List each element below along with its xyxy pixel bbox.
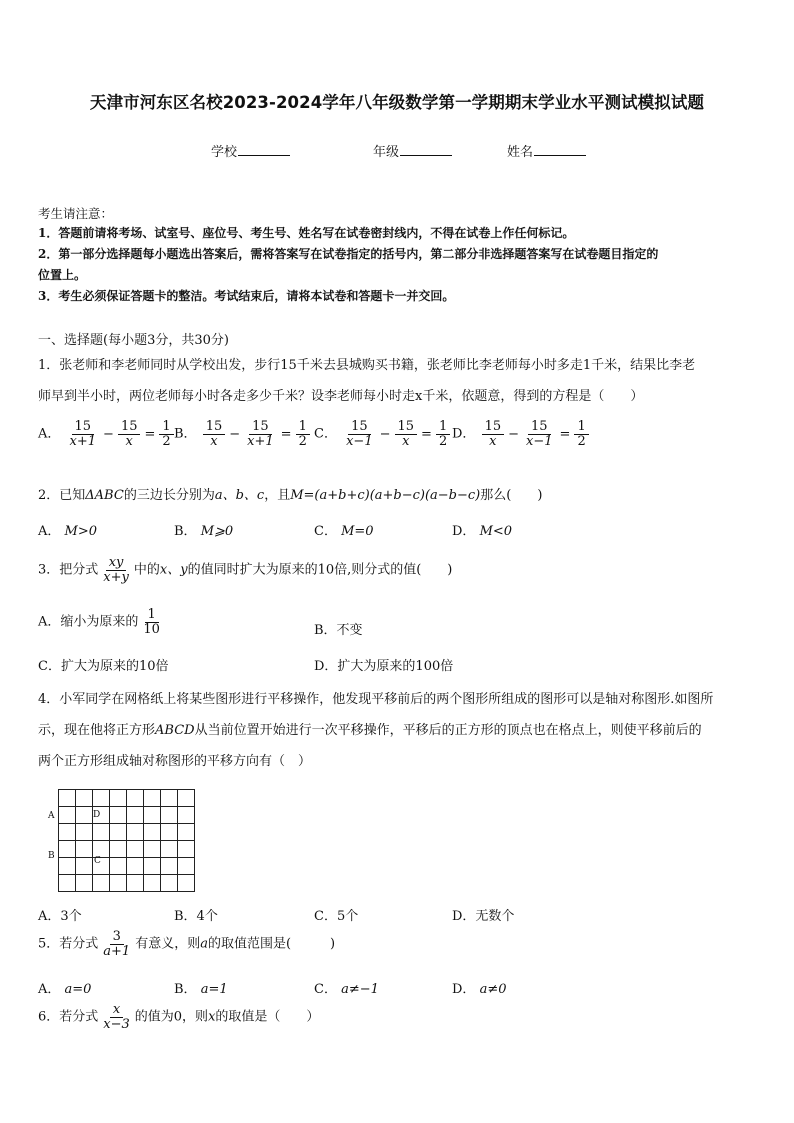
- q1-option-d: D． $\frac{15}{x}$ − $\frac{15}{x-1}$ = $\frac{1}{2}$: [452, 420, 591, 448]
- page-title: 天津市河东区名校2023-2024学年八年级数学第一学期期末学业水平测试模拟试题: [89, 93, 705, 112]
- q3-option-a: A．缩小为原来的 $\frac{1}{10}$: [38, 608, 165, 636]
- q4-line3: 两个正方形组成轴对称图形的平移方向有（ ）: [38, 754, 312, 769]
- q4-line2: 示，现在他将正方形ABCD从当前位置开始进行一次平移操作，平移后的正方形的顶点也在格点上，则使平移前后的: [38, 723, 702, 738]
- fraction: $\frac{15}{x}$: [203, 420, 226, 448]
- q3-stem: 3．把分式 $\frac{xy}{x+y}$ 中的x、y的值同时扩大为原来的10倍,则分式的值( ): [38, 555, 453, 585]
- q4-option-b: B．4个: [174, 909, 218, 924]
- option-label: D．: [452, 426, 476, 442]
- school-field: [211, 141, 290, 160]
- grade-field: [373, 141, 452, 160]
- notice-item: 1．答题前请将考场、试室号、座位号、考生号、姓名写在试卷密封线内，不得在试卷上作任何标记。: [38, 226, 575, 240]
- fraction: $\frac{1}{2}$: [296, 420, 310, 448]
- q2-option-b: B． M⩾0: [174, 524, 234, 539]
- fraction: $\frac{15}{x}$: [118, 420, 141, 448]
- vertex-label-d: D: [93, 810, 101, 820]
- vertex-label-c: C: [94, 856, 101, 866]
- q3-option-c: C．扩大为原来的10倍: [38, 659, 169, 674]
- q1-option-b: B． $\frac{15}{x}$ − $\frac{15}{x+1}$ = $\frac{1}{2}$: [174, 420, 312, 448]
- q4-line1: 4．小军同学在网格纸上将某些图形进行平移操作，他发现平移前后的两个图形所组成的图形可以是轴对称图形.如图所: [38, 692, 714, 707]
- name-blank: [534, 143, 586, 156]
- fraction: $\frac{15}{x}$: [482, 420, 505, 448]
- q5-stem: 5．若分式 $\frac{3}{a+1}$ 有意义，则a的取值范围是( ): [38, 929, 336, 959]
- option-label: A．: [38, 426, 61, 442]
- q1-line1: 1．张老师和李老师同时从学校出发，步行15千米去县城购买书籍，张老师比李老师每小时多走1千米，结果比李老: [38, 358, 696, 373]
- fraction: $\frac{15}{x}$: [395, 420, 418, 448]
- fraction: $\frac{15}{x+1}$: [69, 419, 97, 449]
- q5-option-d: D． a≠0: [452, 982, 507, 997]
- notice-item: 位置上。: [38, 268, 87, 282]
- q1-line2: 师早到半小时，两位老师每小时各走多少千米？设李老师每小时走x千米，依题意，得到的方程是（ ）: [38, 389, 644, 404]
- fraction: $\frac{xy}{x+y}$: [103, 555, 129, 585]
- fraction: $\frac{x}{x-3}$: [103, 1002, 130, 1032]
- fraction: $\frac{1}{2}$: [159, 420, 173, 448]
- q5-option-b: B． a=1: [174, 982, 228, 997]
- vertex-label-a: A: [48, 811, 55, 821]
- fraction: $\frac{15}{x-1}$: [346, 419, 373, 449]
- q5-option-c: C． a≠−1: [314, 982, 379, 997]
- grade-label: 年级: [373, 145, 400, 160]
- name-field: [507, 141, 586, 160]
- q3-option-b: B．不变: [314, 623, 363, 638]
- grade-blank: [400, 143, 452, 156]
- fraction: $\frac{15}{x-1}$: [526, 419, 553, 449]
- grid-paper: [58, 789, 195, 892]
- section-heading: 一、选择题(每小题3分，共30分): [38, 333, 229, 348]
- q4-option-a: A．3个: [38, 909, 82, 924]
- school-label: 学校: [211, 145, 238, 160]
- q2-option-d: D． M<0: [452, 524, 513, 539]
- notice-item: 3．考生必须保证答题卡的整洁。考试结束后，请将本试卷和答题卡一并交回。: [38, 289, 455, 303]
- fraction: $\frac{15}{x+1}$: [247, 419, 274, 449]
- q1-option-a: A． $\frac{15}{x+1}$ − $\frac{15}{x}$ = $\frac{1}{2}$: [38, 420, 176, 448]
- fraction: $\frac{1}{2}$: [574, 420, 588, 448]
- q2-option-c: C． M=0: [314, 524, 374, 539]
- q6-stem: 6．若分式 $\frac{x}{x-3}$ 的值为0，则x的取值是（ ）: [38, 1002, 320, 1032]
- name-label: 姓名: [507, 145, 534, 160]
- fraction: $\frac{3}{a+1}$: [103, 929, 131, 959]
- fraction: $\frac{1}{10}$: [143, 607, 160, 637]
- q3-option-d: D．扩大为原来的100倍: [314, 659, 454, 674]
- q4-option-d: D．无数个: [452, 909, 515, 924]
- fraction: $\frac{1}{2}$: [436, 420, 450, 448]
- notice-item: 2．第一部分选择题每小题选出答案后，需将答案写在试卷指定的括号内，第二部分非选择题答案写在试卷题目指定的: [38, 247, 659, 261]
- q1-option-c: C． $\frac{15}{x-1}$ − $\frac{15}{x}$ = $\frac{1}{2}$: [314, 420, 452, 448]
- q4-grid-figure: [48, 789, 195, 892]
- vertex-label-b: B: [48, 851, 55, 861]
- q2-option-a: A． M>0: [38, 524, 98, 539]
- q4-option-c: C．5个: [314, 909, 359, 924]
- q2-stem: 2．已知ΔABC的三边长分别为a、b、c，且M=(a+b+c)(a+b−c)(a−b−c)那么( ): [38, 488, 543, 503]
- school-blank: [238, 143, 290, 156]
- option-label: B．: [174, 426, 197, 442]
- option-label: C．: [314, 426, 337, 442]
- notice-heading: 考生请注意：: [38, 206, 114, 221]
- q5-option-a: A． a=0: [38, 982, 92, 997]
